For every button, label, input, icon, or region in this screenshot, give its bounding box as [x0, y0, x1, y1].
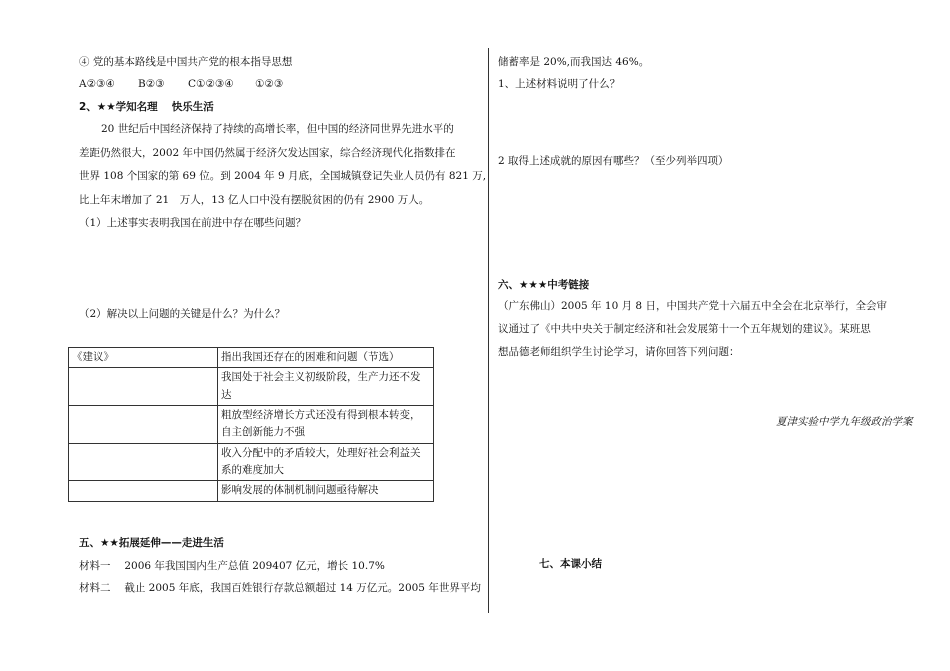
table-cell: 影响发展的体制机制问题亟待解决	[218, 481, 434, 501]
section-7-title: 七、本课小结	[539, 558, 602, 570]
table-row	[69, 368, 434, 406]
table-header-cell: 指出我国还存在的困难和问题（节选）	[218, 348, 434, 368]
option-c: C①②③④	[188, 78, 234, 90]
table-row	[69, 405, 434, 443]
right-question-1: 1、上述材料说明了什么？	[498, 78, 621, 90]
section-6-line-2: 议通过了《中共中央关于制定经济和社会发展第十一个五年规划的建议》。某班思	[498, 323, 871, 335]
table-cell: 收入分配中的矛盾较大，处理好社会利益关系的难度加大	[218, 443, 434, 481]
section-6-title: 六、★★★中考链接	[498, 279, 590, 291]
table-row	[69, 481, 434, 501]
table-cell	[69, 481, 218, 501]
suggestions-table	[68, 347, 434, 502]
table-row	[69, 443, 434, 481]
right-question-2: 2 取得上述成就的原因有哪些？（至少列举四项）	[498, 155, 729, 167]
option-d: ①②③	[255, 78, 284, 90]
column-divider	[488, 48, 489, 613]
table-cell	[69, 368, 218, 406]
paragraph-line-4: 比上年末增加了 21 万人，13 亿人口中没有摆脱贫困的仍有 2900 万人。	[79, 194, 430, 206]
table-cell: 粗放型经济增长方式还没有得到根本转变，自主创新能力不强	[218, 405, 434, 443]
table-header-row	[69, 348, 434, 368]
question-1: （1）上述事实表明我国在前进中存在哪些问题？	[79, 217, 307, 229]
material-1: 材料一 2006 年我国国内生产总值 209407 亿元，增长 10.7%	[79, 560, 385, 572]
option-a: A②③④	[79, 78, 115, 90]
item-4: ④ 党的基本路线是中国共产党的根本指导思想	[79, 56, 293, 68]
table-cell: 我国处于社会主义初级阶段，生产力还不发达	[218, 368, 434, 406]
table-cell	[69, 443, 218, 481]
paragraph-line-2: 差距仍然很大，2002 年中国仍然属于经济欠发达国家，综合经济现代化指数排在	[79, 147, 456, 159]
section-6-line-1: （广东佛山）2005 年 10 月 8 日，中国共产党十六届五中全会在北京举行，全会审	[498, 300, 887, 312]
material-2-continued: 储蓄率是 20%,而我国达 46%。	[498, 56, 650, 68]
footer-school-label: 夏津实验中学九年级政治学案	[776, 416, 913, 428]
section-2-title: 2、★★学知名理 快乐生活	[79, 101, 214, 113]
paragraph-line-1: 20 世纪后中国经济保持了持续的高增长率，但中国的经济同世界先进水平的	[101, 123, 454, 135]
section-6-line-3: 想品德老师组织学生讨论学习，请你回答下列问题：	[498, 346, 740, 358]
table-header-cell: 《建议》	[69, 348, 218, 368]
section-5-title: 五、★★拓展延伸——走进生活	[79, 537, 224, 549]
table-cell	[69, 405, 218, 443]
question-2: （2）解决以上问题的关键是什么？为什么？	[79, 308, 286, 320]
option-b: B②③	[138, 78, 165, 90]
material-2: 材料二 截止 2005 年底，我国百姓银行存款总额超过 14 万亿元。2005 年世界平均	[79, 582, 481, 594]
paragraph-line-3: 世界 108 个国家的第 69 位。到 2004 年 9 月底，全国城镇登记失业人员仍有 821 万,	[79, 170, 487, 182]
